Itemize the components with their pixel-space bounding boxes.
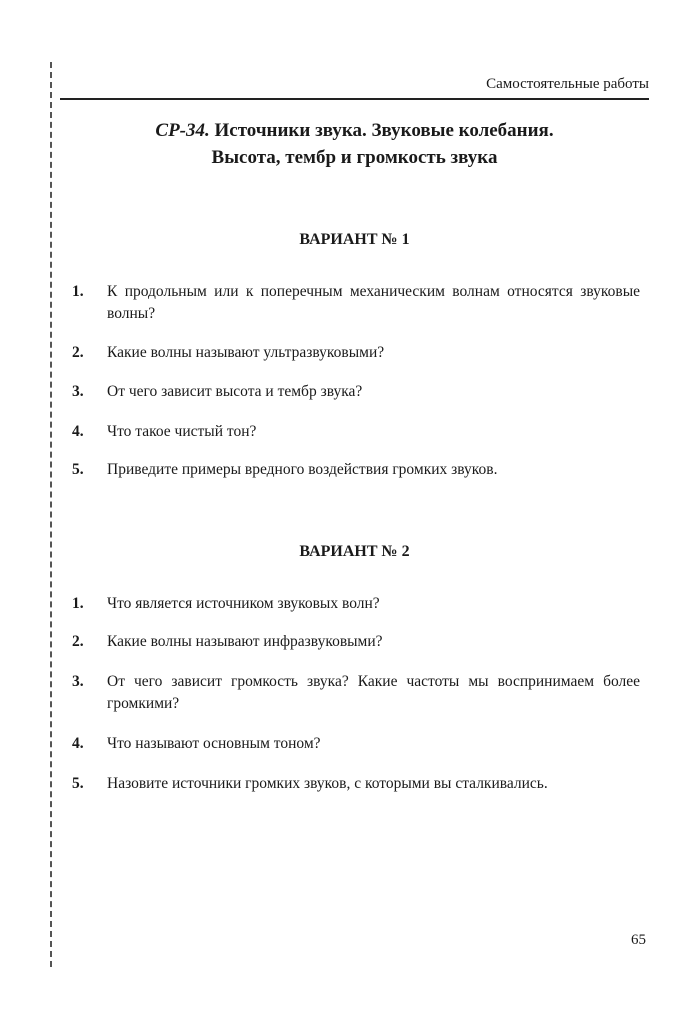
question-text: Что является источником звуковых волн? [107,595,380,612]
variant-2-question-2 [72,631,640,653]
variant-2-question-3 [72,671,640,715]
running-header-title: Самостоятельные работы [486,76,649,92]
question-number: 1. [72,283,84,300]
title-line-2: Высота, тембр и громкость звука [211,147,498,168]
question-text: Назовите источники громких звуков, с которыми вы сталкивались. [107,775,548,792]
variant-1-heading: ВАРИАНТ № 1 [299,231,410,248]
question-number: 2. [72,344,84,361]
variant-1-question-4 [72,421,640,443]
variant-1-question-2 [72,342,640,364]
title-line-1 [60,117,649,144]
question-text: Приведите примеры вредного воздействия громких звуков. [107,461,498,478]
question-number: 3. [72,673,84,690]
question-number: 2. [72,633,84,650]
question-text: К продольным или к поперечным механическим волнам относятся звуковые волны? [107,283,640,322]
variant-2-question-4 [72,733,640,755]
question-text: Какие волны называют инфразвуковыми? [107,633,383,650]
variant-1-question-1 [72,281,640,325]
running-header [60,74,649,100]
variant-1-question-3 [72,381,640,403]
question-number: 3. [72,383,84,400]
title-text-1: Источники звука. Звуковые колебания. [214,120,554,141]
page-number: 65 [631,932,646,948]
question-text: Какие волны называют ультразвуковыми? [107,344,385,361]
question-number: 5. [72,461,84,478]
question-text: Что такое чистый тон? [107,423,257,440]
variant-2-question-5 [72,773,640,795]
page-title [60,117,649,171]
question-number: 4. [72,735,84,752]
question-number: 4. [72,423,84,440]
binding-edge-line [50,62,52,967]
title-code: СР-34. [155,120,210,141]
variant-1-question-5 [72,459,640,481]
question-number: 5. [72,775,84,792]
variant-2-heading: ВАРИАНТ № 2 [299,543,410,560]
question-text: От чего зависит громкость звука? Какие частоты мы воспринимаем более громкими? [107,673,640,712]
question-text: Что называют основным тоном? [107,735,321,752]
variant-2-question-1 [72,593,640,615]
question-text: От чего зависит высота и тембр звука? [107,383,363,400]
question-number: 1. [72,595,84,612]
